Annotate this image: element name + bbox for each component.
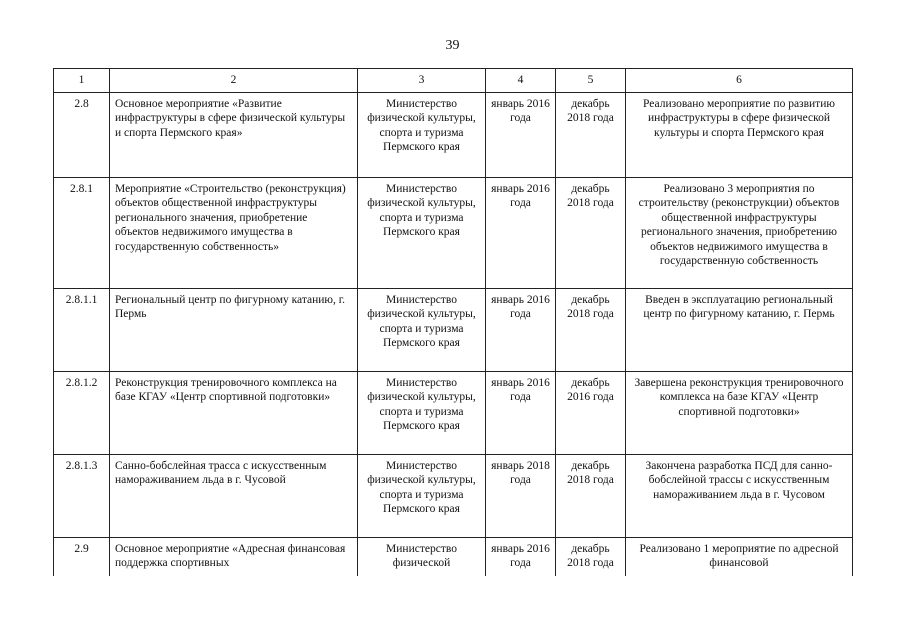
executor: Министерство физической культуры, спорта и туризма Пермского края [358,92,486,177]
page-number: 39 [445,38,460,53]
table-row [54,288,853,371]
end-date: декабрь 2018 года [556,288,626,371]
start-date: январь 2016 года [486,371,556,454]
row-number: 2.8 [54,92,110,177]
end-date: декабрь 2016 года [556,371,626,454]
executor: Министерство физической [358,537,486,576]
executor: Министерство физической культуры, спорта и туризма Пермского края [358,371,486,454]
column-header: 2 [110,69,358,93]
expected-result: Реализовано 1 мероприятие по адресной финансовой [626,537,853,576]
table-row [54,92,853,177]
column-header: 5 [556,69,626,93]
table-row [54,537,853,576]
row-number: 2.8.1.3 [54,454,110,537]
expected-result: Закончена разработка ПСД для санно-бобслейной трассы с искусственным намораживанием льда в г. Чусовом [626,454,853,537]
end-date: декабрь 2018 года [556,92,626,177]
column-header: 3 [358,69,486,93]
row-number: 2.8.1.2 [54,371,110,454]
end-date: декабрь 2018 года [556,454,626,537]
start-date: январь 2016 года [486,177,556,288]
row-number: 2.8.1.1 [54,288,110,371]
column-header: 4 [486,69,556,93]
row-number: 2.9 [54,537,110,576]
expected-result: Реализовано мероприятие по развитию инфраструктуры в сфере физической культуры и спорта Пермского края [626,92,853,177]
table-row [54,454,853,537]
activity-name: Реконструкция тренировочного комплекса на базе КГАУ «Центр спортивной подготовки» [110,371,358,454]
column-header: 1 [54,69,110,93]
end-date: декабрь 2018 года [556,177,626,288]
executor: Министерство физической культуры, спорта и туризма Пермского края [358,288,486,371]
table-header-row [54,69,853,93]
activity-name: Основное мероприятие «Развитие инфраструктуры в сфере физической культуры и спорта Пермского края» [110,92,358,177]
activities-table [53,68,853,576]
table-row [54,371,853,454]
start-date: январь 2018 года [486,454,556,537]
column-header: 6 [626,69,853,93]
activity-name: Санно-бобслейная трасса с искусственным намораживанием льда в г. Чусовой [110,454,358,537]
start-date: январь 2016 года [486,92,556,177]
end-date: декабрь 2018 года [556,537,626,576]
executor: Министерство физической культуры, спорта и туризма Пермского края [358,454,486,537]
activity-name: Основное мероприятие «Адресная финансовая поддержка спортивных [110,537,358,576]
start-date: январь 2016 года [486,537,556,576]
expected-result: Реализовано 3 мероприятия по строительству (реконструкции) объектов общественной инфраструктуры регионального значения, приобретению объектов недвижимого имущества в государственную собственность [626,177,853,288]
expected-result: Завершена реконструкция тренировочного комплекса на базе КГАУ «Центр спортивной подготовки» [626,371,853,454]
activity-name: Региональный центр по фигурному катанию, г. Пермь [110,288,358,371]
executor: Министерство физической культуры, спорта и туризма Пермского края [358,177,486,288]
table-row [54,177,853,288]
start-date: январь 2016 года [486,288,556,371]
row-number: 2.8.1 [54,177,110,288]
expected-result: Введен в эксплуатацию региональный центр по фигурному катанию, г. Пермь [626,288,853,371]
activity-name: Мероприятие «Строительство (реконструкция) объектов общественной инфраструктуры регионального значения, приобретение объектов недвижимого имущества в государственную собственность» [110,177,358,288]
